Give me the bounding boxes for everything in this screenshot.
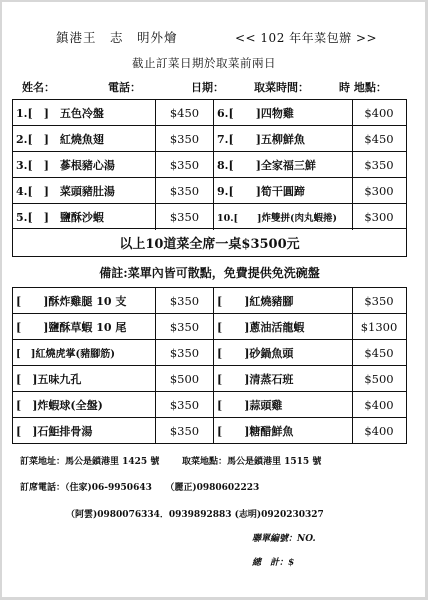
field-name-label: 姓名： xyxy=(22,81,55,94)
order-address: 訂菜地址：馬公是鎖港里 1425 號 xyxy=(20,457,160,467)
dish-price: $350 xyxy=(156,178,214,203)
field-phone-label: 電話： xyxy=(108,81,141,94)
dish-label: [ ]石鮔排骨湯 xyxy=(13,418,156,443)
dish-label: [ ]糖醋鮮魚 xyxy=(214,418,353,443)
dish-price: $450 xyxy=(364,131,394,146)
order-number-label: 聯單編號：NO. xyxy=(252,534,316,544)
dish-price: $500 xyxy=(156,366,214,391)
remark-text: 備註:菜單內皆可散點，免費提供免洗碗盤 xyxy=(99,265,320,280)
table-row xyxy=(13,100,406,126)
table-row xyxy=(13,204,406,230)
dish-price: $1300 xyxy=(360,319,398,334)
dish-price: $400 xyxy=(364,105,394,120)
table-row xyxy=(13,178,406,204)
dish-label: [ ]紅燒虎掌(豬腳筋) xyxy=(13,340,156,365)
dish-price: $350 xyxy=(364,293,394,308)
table-row xyxy=(13,152,406,178)
package-title: << 102 年年菜包辦 >> xyxy=(235,31,378,45)
dish-label: [ ]砂鍋魚頭 xyxy=(214,340,353,365)
dish-price: $400 xyxy=(364,397,394,412)
dish-label: [ ]酥炸雞腿 10 支 xyxy=(13,288,156,313)
deadline-notice: 截止訂菜日期於取菜前兩日 xyxy=(132,56,276,70)
dish-label: 1.[ ] 五色冷盤 xyxy=(13,100,156,125)
dish-label: 5.[ ] 鹽酥沙蝦 xyxy=(13,204,156,230)
dish-label: [ ]五味九孔 xyxy=(13,366,156,391)
table-row xyxy=(13,418,406,443)
phone-line-2: （阿雲)0980076334．0939892883 (志明)0920230327 xyxy=(66,510,324,520)
dish-price: $350 xyxy=(156,340,214,365)
dish-label: [ ]鹽酥草蝦 10 尾 xyxy=(13,314,156,339)
dish-label: 6.[ ]四物雞 xyxy=(214,100,353,125)
dish-label: 4.[ ] 菜頭豬肚湯 xyxy=(13,178,156,203)
dish-label: 10.[ ]炸雙拼(肉丸蝦捲) xyxy=(214,204,353,230)
dish-label: 3.[ ] 蔘根豬心湯 xyxy=(13,152,156,177)
field-location-label: 時 地點： xyxy=(339,81,387,94)
dish-label: 8.[ ]全家福三鮮 xyxy=(214,152,353,177)
table-row xyxy=(13,340,406,366)
dish-label: [ ]蒜頭雞 xyxy=(214,392,353,417)
table-row xyxy=(13,126,406,152)
set-menu-table xyxy=(12,99,407,229)
dish-label: 9.[ ]筍干圓蹄 xyxy=(214,178,353,203)
dish-price: $400 xyxy=(364,423,394,438)
dish-price: $500 xyxy=(364,371,394,386)
dish-price: $350 xyxy=(156,152,214,177)
dish-price: $350 xyxy=(156,418,214,443)
dish-price: $350 xyxy=(156,392,214,417)
dish-label: [ ]紅燒豬腳 xyxy=(214,288,353,313)
menu-sheet xyxy=(2,2,425,597)
whole-table-price: 以上10道菜全席一桌$3500元 xyxy=(12,229,407,257)
pickup-address: 取菜地點：馬公是鎖港里 1515 號 xyxy=(182,457,322,467)
dish-price: $350 xyxy=(156,204,214,230)
dish-price: $300 xyxy=(364,210,394,224)
field-pickup-time-label: 取菜時間： xyxy=(254,81,309,94)
table-row xyxy=(13,288,406,314)
dish-price: $350 xyxy=(156,314,214,339)
field-date-label: 日期： xyxy=(191,81,224,94)
a-la-carte-table xyxy=(12,287,407,444)
dish-label: [ ]蔥油活龍蝦 xyxy=(214,314,353,339)
dish-label: [ ]清蒸石班 xyxy=(214,366,353,391)
dish-price: $450 xyxy=(156,100,214,125)
phone-line: 訂席電話：（住家)06-9950643 （麗正)0980602223 xyxy=(20,483,260,493)
table-row xyxy=(13,366,406,392)
dish-price: $300 xyxy=(364,183,394,198)
total-label: 總 計：$ xyxy=(252,558,295,568)
dish-price: $350 xyxy=(156,288,214,313)
table-row xyxy=(13,314,406,340)
dish-price: $350 xyxy=(156,126,214,151)
dish-label: 2.[ ] 紅燒魚翅 xyxy=(13,126,156,151)
dish-price: $350 xyxy=(364,157,394,172)
dish-price: $450 xyxy=(364,345,394,360)
shop-name: 鎮港王 志 明外燴 xyxy=(56,30,178,45)
table-row xyxy=(13,392,406,418)
dish-label: [ ]炸蝦球(全盤) xyxy=(13,392,156,417)
dish-label: 7.[ ]五柳鮮魚 xyxy=(214,126,353,151)
